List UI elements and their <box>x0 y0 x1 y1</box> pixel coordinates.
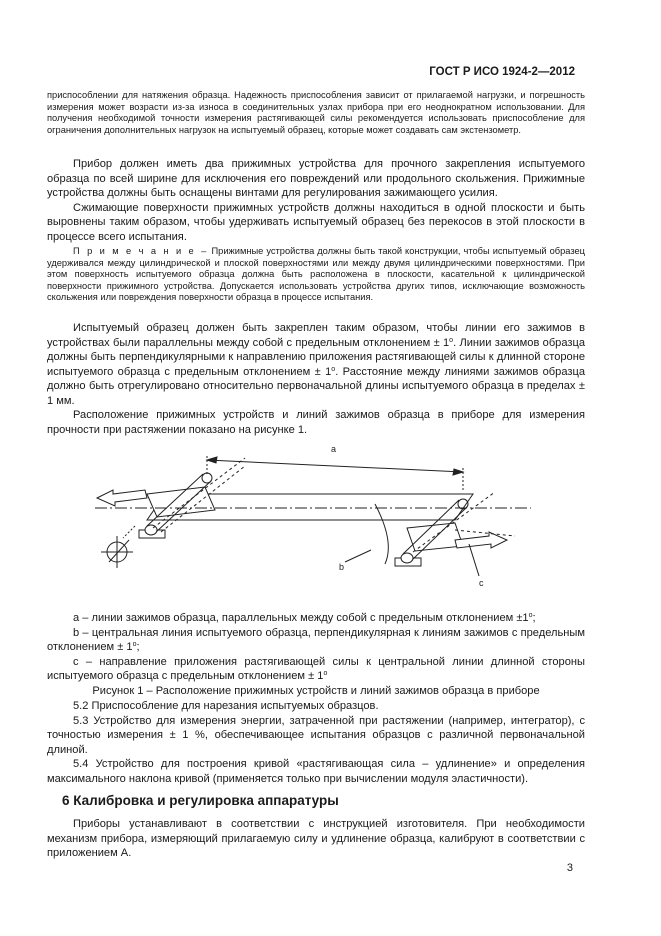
section-6-title: 6 Калибровка и регулировка аппаратуры <box>62 793 339 808</box>
figure-1-diagram <box>95 432 535 600</box>
item-5-2: 5.2 Приспособление для нарезания испытуемых образцов. <box>73 700 379 712</box>
label-a: a <box>331 444 337 454</box>
degree-sign: о <box>528 612 533 619</box>
leader-b <box>345 550 371 562</box>
label-b: b <box>339 562 345 572</box>
dimension-line-a <box>207 460 463 472</box>
item-5-3: 5.3 Устройство для измерения энергии, затраченной при растяжении (например, интегратор), с точностью измерения ± 1 %, обеспечивающее испытания образцов с различной первоначальной длиной. <box>47 714 585 756</box>
legend-c: c – направление приложения растягивающей силы к центральной линии длинной стороны испытуемого образца с предельным отклонением ± $1^о$ <box>47 655 585 682</box>
figure-reference-paragraph: Расположение прижимных устройств и линий зажимов образца в приборе для измерения прочности при растяжении показано на рисунке 1. <box>47 409 585 436</box>
degree-sign: о <box>132 641 137 648</box>
surface-paragraph: Сжимающие поверхности прижимных устройств должны находиться в одной плоскости и быть выровнены таким образом, чтобы удерживать испытуемый образец без перекосов в этой плоскости в процессе всего испытания. <box>47 201 585 243</box>
degree-sign: о <box>331 365 336 373</box>
body-block-2 <box>47 321 585 437</box>
specimen-paragraph: Испытуемый образец должен быть закреплен таким образом, чтобы линии его зажимов в устройствах были параллельны между собой с предельным отклонением ± $1^о$. Линии зажимов образца должны быть перпендикулярными к направлению приложения растягивающей силы к длинной стороне испытуемого образца с предельным отклонением ± $1^о$. Расстояние между линиями зажимов образца должно быть отрегулировано относительно первоначальной длины испытуемого образца в пределах ± 1 мм. <box>47 322 585 407</box>
note-text: Прижимные устройства должны быть такой конструкции, чтобы испытуемый образец удерживался между цилиндрической и плоской поверхностями или между двумя цилиндрическими поверхностями. При этом поверхность испытуемого образца должна быть расположена в плоскости, касательной к цилиндрической поверхности прижимного устройства. Допускается использовать устройства других типов, исключающие возможность скольжения или повреждения поверхности образца в процессе испытания. <box>47 246 585 303</box>
right-roller-end <box>401 553 413 563</box>
continued-paragraph: приспособлении для натяжения образца. Надежность приспособления зависит от прилагаемой нагрузки, и погрешность измерения может возрасти из-за износа в соединительных узлах прибора при его неоднократном использовании. Для получения необходимой точности измерения растягивающей силы рекомендуется использовать приспособление для ограничения дополнительных нагрузок на испытуемый образец, которые может создавать сам экстензометр. <box>47 90 585 135</box>
legend-b: b – центральная линия испытуемого образца, перпендикулярная к линиям зажимов с предельным отклонением ± $1^о$; <box>47 626 585 653</box>
left-roller-far-end <box>202 473 212 483</box>
degree-sign: о <box>449 336 454 344</box>
label-c: c <box>479 578 484 588</box>
section-5-items <box>47 699 585 786</box>
legend-a: a – линии зажимов образца, параллельных между собой с предельным отклонением $\pm 1^о$; <box>73 612 536 624</box>
figure-legend <box>47 611 585 698</box>
document-header: ГОСТ Р ИСО 1924-2—2012 <box>429 66 575 78</box>
figure-caption: Рисунок 1 – Расположение прижимных устройств и линий зажимов образца в приборе <box>92 684 540 697</box>
degree-sign: о <box>323 670 328 677</box>
left-force-arrow <box>97 490 147 506</box>
page-number: 3 <box>566 862 573 874</box>
item-5-4: 5.4 Устройство для построения кривой «растягивающая сила – удлинение» и определения максимального наклона кривой (применяется только при вычислении модуля эластичности). <box>47 758 585 785</box>
note-label: П р и м е ч а н и е – <box>73 246 209 256</box>
right-clamp-plate <box>407 523 463 551</box>
leader-c <box>469 544 479 576</box>
section-6-text: Приборы устанавливают в соответствии с инструкцией изготовителя. При необходимости механизм прибора, измеряющий прилагаемую силу и удлинение образца, калибруют в соответствии с приложением А. <box>47 818 585 859</box>
clamp-paragraph: Прибор должен иметь два прижимных устройства для прочного закрепления испытуемого образца по всей ширине для исключения его повреждений или продольного скольжения. Прижимные устройства должны быть оснащены винтами для регулирования зажимающего усилия. <box>47 158 585 199</box>
note <box>47 246 585 304</box>
body-block-1 <box>47 157 585 244</box>
